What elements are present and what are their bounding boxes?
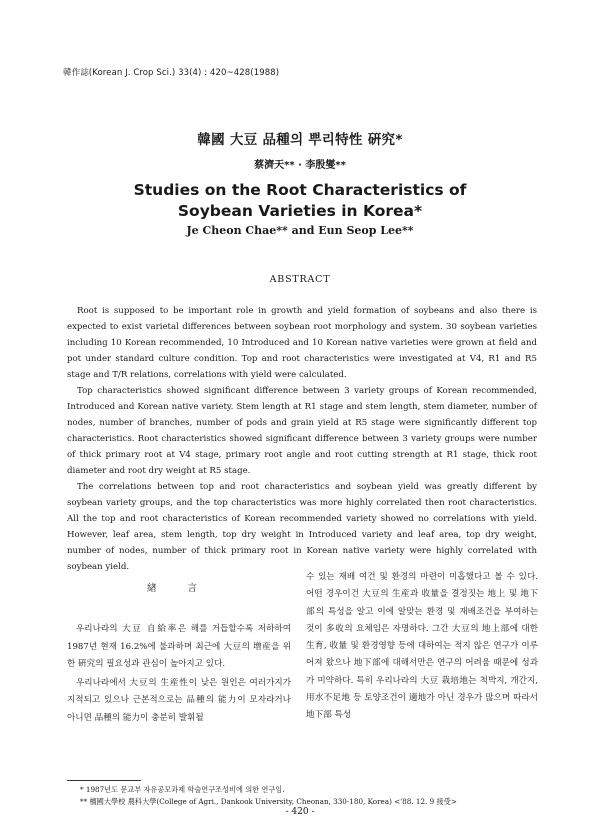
footnote-affiliation: ** 檀國大學校 農科大學(College of Agri., Dankook University, Cheonan, 330-180, Korea) <'88. 12. 9 接受> [80, 797, 457, 806]
body-paragraph: 우리나라에서 大豆의 生産性이 낮은 원인은 여러가지가 지적되고 있으나 근본적으로는 品種의 能力이 모자라거나 아니면 品種의 能力이 충분히 발휘될 [67, 678, 291, 723]
abstract-paragraph: The correlations between top and root characteristics and soybean yield was greatly different by soybean variety groups, and the top characteristics was more highly correlated then root characteristics. All the top and root characteristics of Korean recommended variety showed no correlations with yield. However, leaf area, stem length, top dry weight in Introduced variety and leaf area, top dry weight, number of nodes, number of thick primary root in Korean native variety were highly correlated with soybean yield. [67, 481, 537, 572]
abstract-paragraph: Top characteristics showed significant difference between 3 variety groups of Korean recommended, Introduced and Korean native variety. Stem length at R1 stage and stem length, stem diameter, number of nodes, number of branches, number of pods and grain yield at R5 stage were significantly different top characteristics. Root characteristics showed significant difference between 3 variety groups were number of thick primary root at V4 stage, primary root angle and root cutting strength at R1 stage, thick root diameter and root dry weight at R5 stage. [67, 386, 537, 476]
english-title-line-2: Soybean Varieties in Korea* [177, 202, 423, 220]
footnote-divider [67, 780, 141, 781]
footnotes [80, 784, 550, 808]
page-number: - 420 - [285, 807, 315, 817]
abstract-heading: ABSTRACT [269, 274, 331, 285]
footnote-funding: * 1987년도 문교부 자유공모과제 학술연구조성비에 의한 연구임. [80, 785, 285, 794]
body-paragraph: 수 있는 재배 여건 및 환경의 마련이 미흡했다고 볼 수 있다. 어떤 경우이건 大豆의 生産과 收量을 결정짓는 地上 및 地下部의 특성을 알고 이에 알맞는 환경 및 재배조건을 부여하는 것이 多收의 요체임은 자명하다. 그간 大豆의 地上部에 대한 生育, 收量 및 환경영향 등에 대하여는 적지 않은 연구가 이루어져 왔으나 地下部에 대해서만은 연구의 어려움 때문에 성과가 미약하다. 특히 우리나라의 大豆 栽培地는 척박지, 개간지, 用水不足地 등 토양조건이 適地가 아닌 경우가 많으며 따라서 地下部 특성 [306, 572, 538, 721]
journal-reference: 韓作誌(Korean J. Crop Sci.) 33(4) : 420~428(1988) [63, 68, 280, 78]
korean-authors: 蔡濟天** · 李殷燮** [254, 160, 346, 171]
english-authors: Je Cheon Chae** and Eun Seop Lee** [186, 224, 414, 237]
korean-title: 韓國 大豆 品種의 뿌리特性 硏究* [197, 132, 403, 148]
abstract-body [67, 304, 537, 575]
body-right-column [306, 569, 538, 725]
english-title [0, 180, 600, 222]
abstract-paragraph: Root is supposed to be important role in growth and yield formation of soybeans and also there is expected to exist varietal differences between soybean root morphology and system. 30 soybean varieties including 10 Korean recommended, 10 Introduced and 10 Korean native varieties were grown at field and pot under standard culture condition. Top and root characteristics were investigated at V4, R1 and R5 stage and T/R relations, correlations with yield were calculated. [67, 306, 537, 380]
body-paragraph: 우리나라의 大豆 自給率은 해를 거듭할수록 저하하여 1987년 현재 16.2%에 불과하며 최근에 大豆의 增産을 위한 硏究의 필요성과 관심이 높아지고 있다. [67, 624, 291, 669]
intro-heading: 緖 言 [146, 583, 212, 594]
english-title-line-1: Studies on the Root Characteristics of [133, 181, 467, 199]
body-left-column [67, 580, 291, 729]
